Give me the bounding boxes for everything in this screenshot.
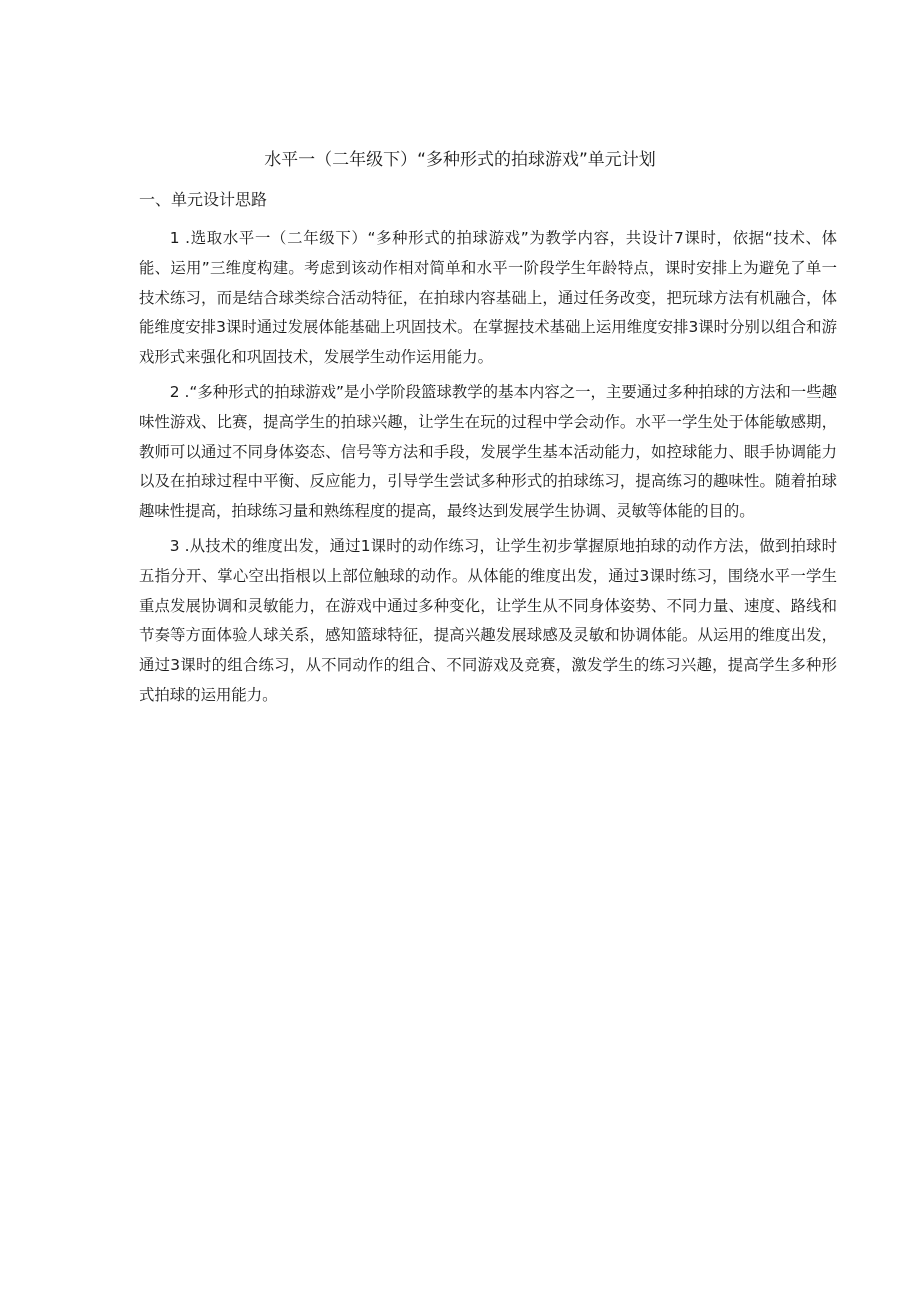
document-body: [139, 224, 837, 716]
paragraph-3: 3 .从技术的维度出发，通过1课时的动作练习，让学生初步掌握原地拍球的动作方法，做到拍球时五指分开、掌心空出指根以上部位触球的动作。从体能的维度出发，通过3课时练习，围绕水平一学生重点发展协调和灵敏能力，在游戏中通过多种变化，让学生从不同身体姿势、不同力量、速度、路线和节奏等方面体验人球关系，感知篮球特征，提高兴趣发展球感及灵敏和协调体能。从运用的维度出发，通过3课时的组合练习，从不同动作的组合、不同游戏及竞赛，激发学生的练习兴趣，提高学生多种形式拍球的运用能力。: [139, 536, 837, 704]
paragraph-2: 2 .“多种形式的拍球游戏”是小学阶段篮球教学的基本内容之一，主要通过多种拍球的方法和一些趣味性游戏、比赛，提高学生的拍球兴趣，让学生在玩的过程中学会动作。水平一学生处于体能敏感期，教师可以通过不同身体姿态、信号等方法和手段，发展学生基本活动能力，如控球能力、眼手协调能力以及在拍球过程中平衡、反应能力，引导学生尝试多种形式的拍球练习，提高练习的趣味性。随着拍球趣味性提高，拍球练习量和熟练程度的提高，最终达到发展学生协调、灵敏等体能的目的。: [139, 382, 837, 521]
document-title: 水平一（二年级下）“多种形式的拍球游戏”单元计划: [264, 150, 656, 170]
paragraph-1: 1 .选取水平一（二年级下）“多种形式的拍球游戏”为教学内容，共设计7课时，依据“技术、体能、运用”三维度构建。考虑到该动作相对简单和水平一阶段学生年龄特点，课时安排上为避免了单一技术练习，而是结合球类综合活动特征，在拍球内容基础上，通过任务改变，把玩球方法有机融合，体能维度安排3课时通过发展体能基础上巩固技术。在掌握技术基础上运用维度安排3课时分别以组合和游戏形式来强化和巩固技术，发展学生动作运用能力。: [139, 229, 837, 367]
section-heading: 一、单元设计思路: [139, 190, 268, 209]
